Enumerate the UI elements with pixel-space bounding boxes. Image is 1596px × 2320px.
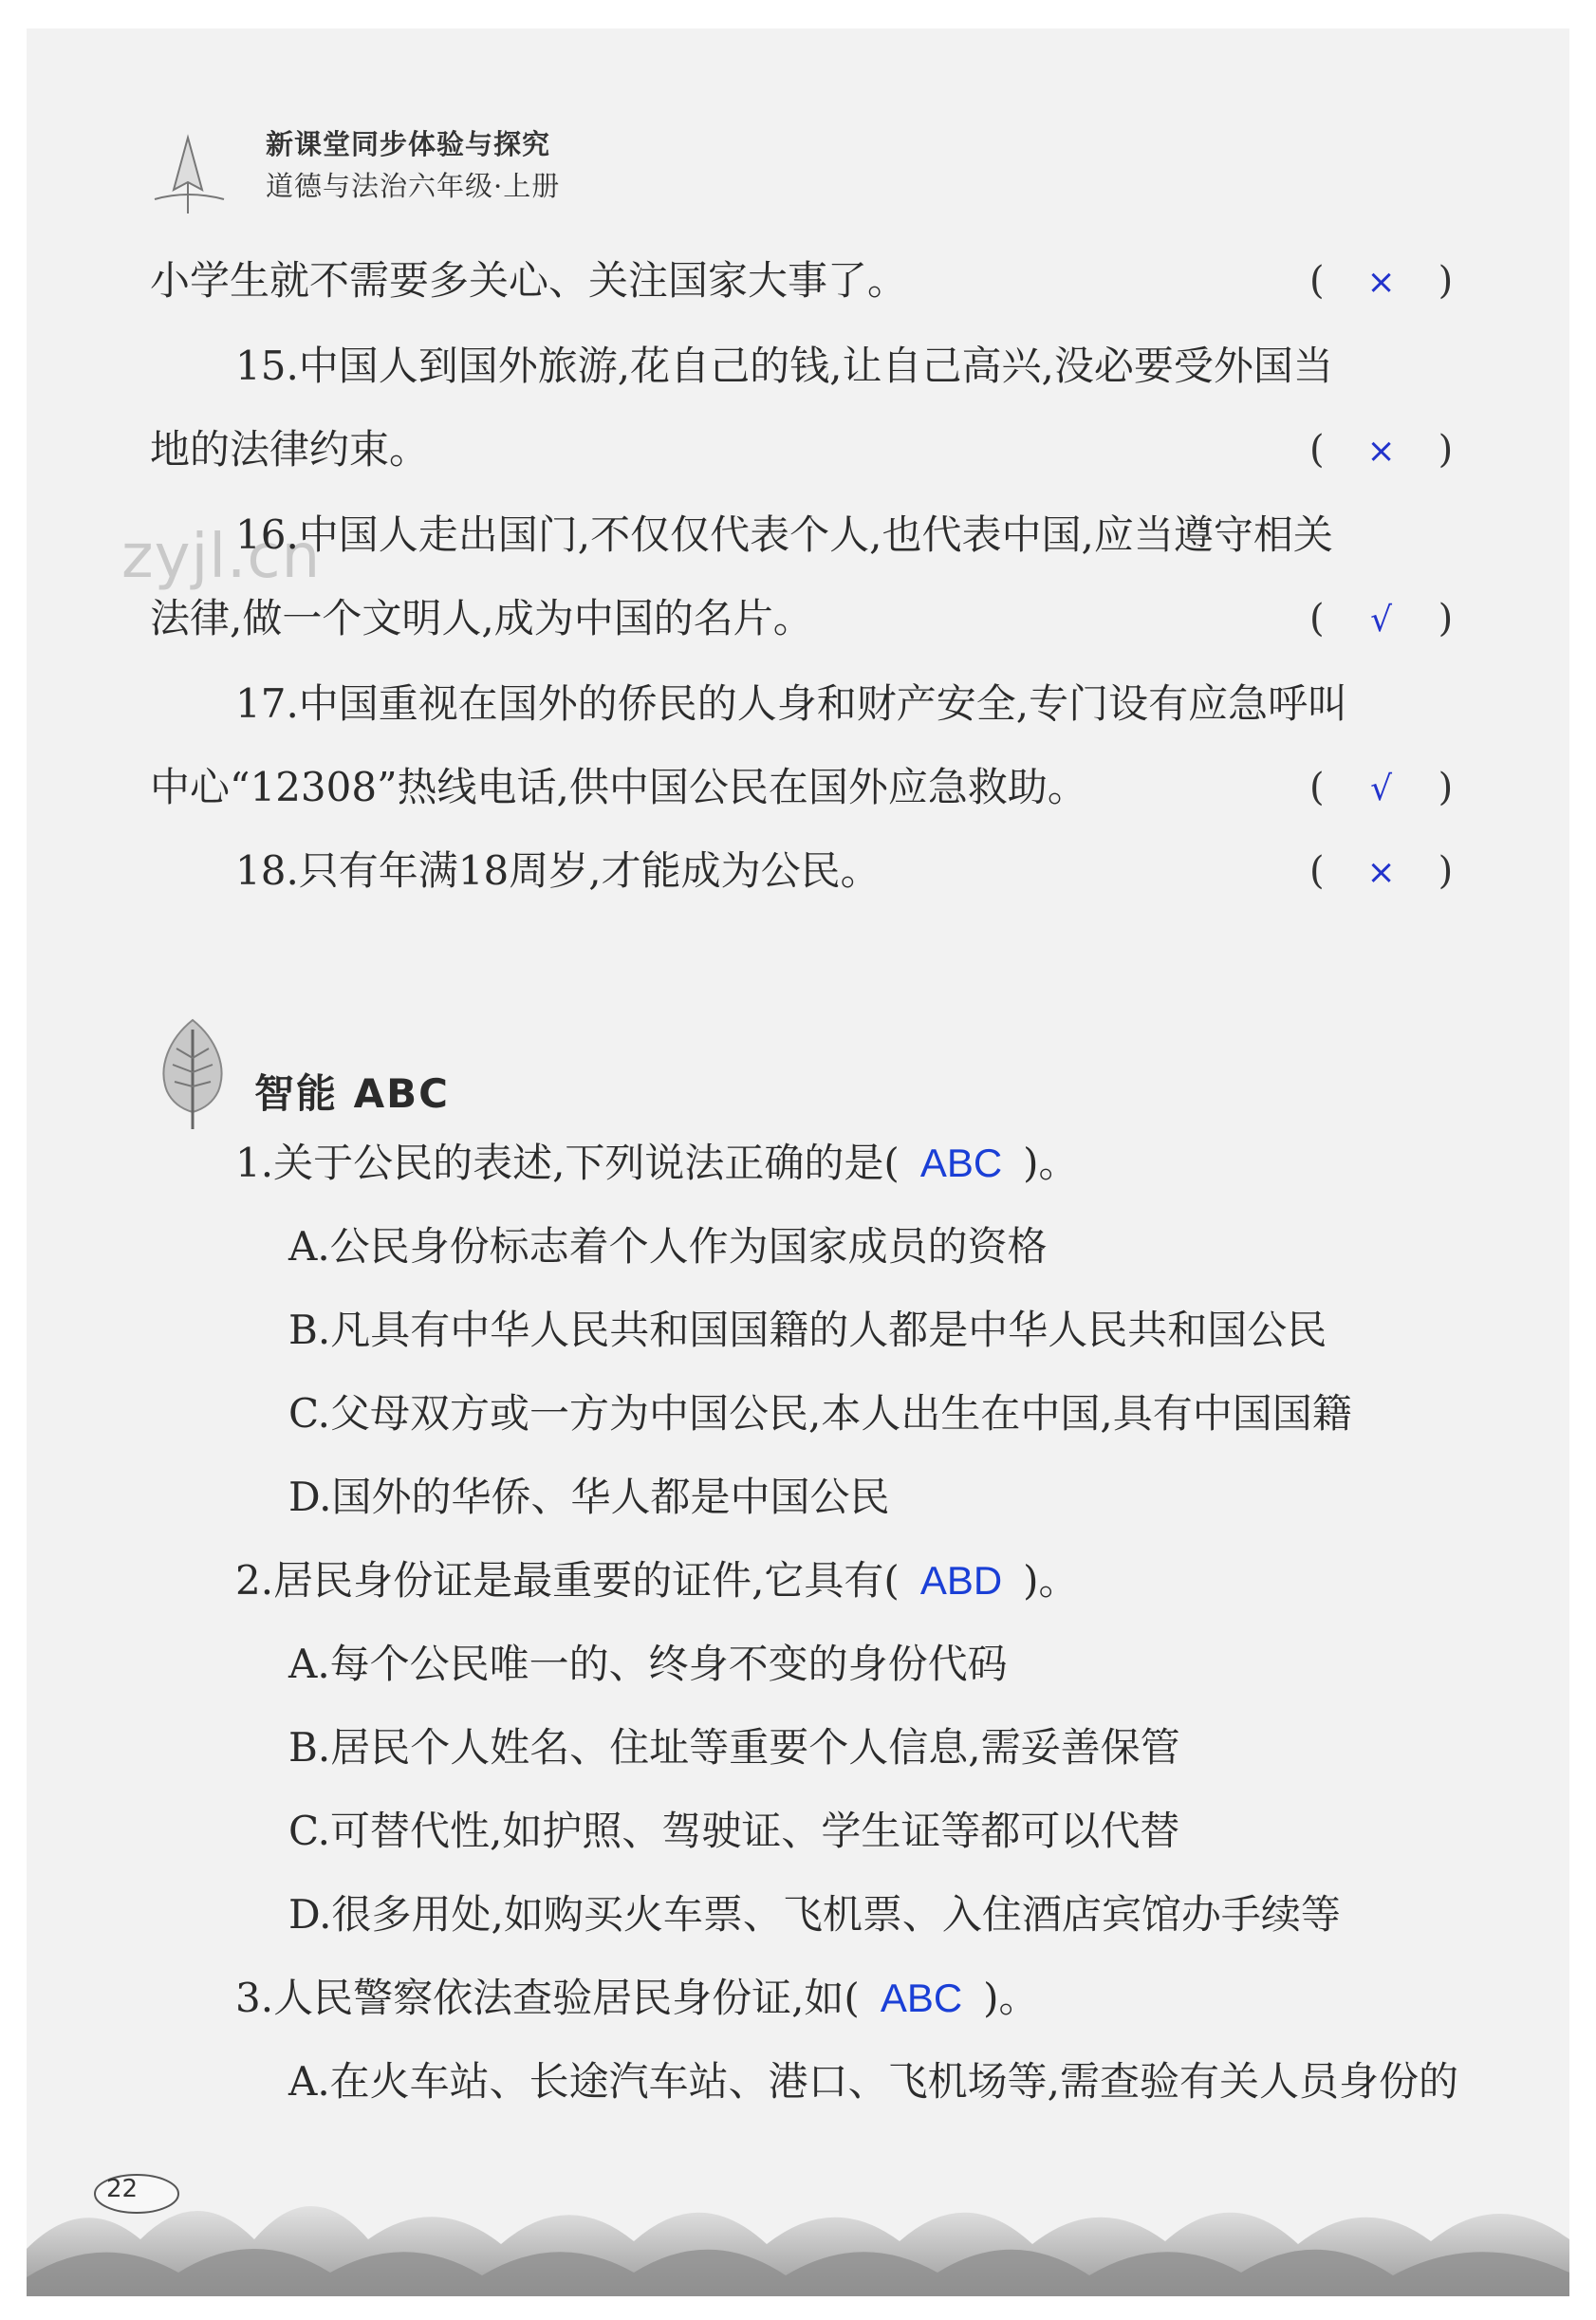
q17-continuation: 中心“12308”热线电话,供中国公民在国外应急救助。 (150, 764, 1087, 810)
page-number-badge (91, 2169, 195, 2217)
q16-answer-box (1309, 590, 1453, 649)
mc-q1-stem-end: )。 (1023, 1140, 1079, 1186)
q16-mark: √ (1370, 601, 1393, 640)
paren-open: ( (1309, 597, 1325, 640)
leaf-icon (150, 1015, 235, 1134)
watermark: zyjl.cn (121, 522, 322, 592)
mc-q1-option-a: A.公民身份标志着个人作为国家成员的资格 (288, 1223, 1048, 1270)
mc-q3-stem (235, 1970, 1039, 2027)
mc-q1-answer: ABC (919, 1141, 1003, 1185)
section-header (150, 1015, 624, 1139)
mc-q2-option-a: A.每个公民唯一的、终身不变的身份代码 (288, 1641, 1008, 1687)
mc-q3-stem-text: 3.人民警察依法查验居民身份证,如( (235, 1975, 860, 2021)
paren-close: ) (1438, 597, 1454, 640)
section-title: 智能 ABC (254, 1070, 450, 1117)
q15-text: 15.中国人到国外旅游,花自己的钱,让自己高兴,没必要受外国当 (235, 343, 1333, 389)
q17-mark: √ (1370, 770, 1393, 808)
mc-q2-option-c: C.可替代性,如护照、驾驶证、学生证等都可以代替 (288, 1808, 1180, 1854)
q14-mark: × (1366, 263, 1396, 302)
q18-answer-box (1309, 843, 1453, 901)
q18-text: 18.只有年满18周岁,才能成为公民。 (235, 847, 881, 894)
mc-q2-stem-text: 2.居民身份证是最重要的证件,它具有( (235, 1557, 900, 1604)
paren-open: ( (1309, 849, 1325, 893)
book-subtitle: 道德与法治六年级·上册 (266, 170, 561, 202)
paren-close: ) (1438, 766, 1454, 809)
mc-q3-stem-end: )。 (983, 1975, 1039, 2021)
paren-close: ) (1438, 849, 1454, 893)
paren-open: ( (1309, 259, 1325, 303)
paren-open: ( (1309, 428, 1325, 472)
mc-q3-answer: ABC (880, 1976, 963, 2020)
book-series-title: 新课堂同步体验与探究 (266, 128, 551, 160)
q15-continuation: 地的法律约束。 (150, 426, 430, 473)
footer-wave-decoration (27, 2135, 1569, 2296)
q16-text: 16.中国人走出国门,不仅仅代表个人,也代表中国,应当遵守相关 (235, 511, 1333, 558)
book-header (150, 123, 719, 228)
textbook-page (27, 28, 1569, 2296)
paren-close: ) (1438, 259, 1454, 303)
q15-answer-box (1309, 421, 1453, 480)
paren-close: ) (1438, 428, 1454, 472)
mc-q1-option-b: B.凡具有中华人民共和国国籍的人都是中华人民共和国公民 (288, 1307, 1327, 1353)
q14-continuation: 小学生就不需要多关心、关注国家大事了。 (150, 257, 908, 304)
q14-answer-box (1309, 252, 1453, 311)
mc-q2-option-d: D.很多用处,如购买火车票、飞机票、入住酒店宾馆办手续等 (288, 1891, 1341, 1938)
q16-continuation: 法律,做一个文明人,成为中国的名片。 (150, 595, 813, 641)
q17-answer-box (1309, 759, 1453, 818)
mc-q2-option-b: B.居民个人姓名、住址等重要个人信息,需妥善保管 (288, 1724, 1180, 1771)
q17-text: 17.中国重视在国外的侨民的人身和财产安全,专门设有应急呼叫 (235, 680, 1348, 727)
mc-q1-stem-text: 1.关于公民的表述,下列说法正确的是( (235, 1140, 900, 1186)
mc-q2-stem (235, 1552, 1079, 1609)
mc-q2-answer: ABD (919, 1558, 1003, 1603)
paper-plane-logo-icon (150, 133, 226, 218)
mc-q3-option-a: A.在火车站、长途汽车站、港口、飞机场等,需查验有关人员身份的 (288, 2058, 1459, 2105)
q18-mark: × (1366, 853, 1396, 892)
paren-open: ( (1309, 766, 1325, 809)
q15-mark: × (1366, 432, 1396, 471)
mc-q1-option-d: D.国外的华侨、华人都是中国公民 (288, 1474, 890, 1520)
mc-q1-option-c: C.父母双方或一方为中国公民,本人出生在中国,具有中国国籍 (288, 1390, 1352, 1437)
page-number: 22 (106, 2175, 139, 2203)
mc-q2-stem-end: )。 (1023, 1557, 1079, 1604)
mc-q1-stem (235, 1135, 1079, 1192)
